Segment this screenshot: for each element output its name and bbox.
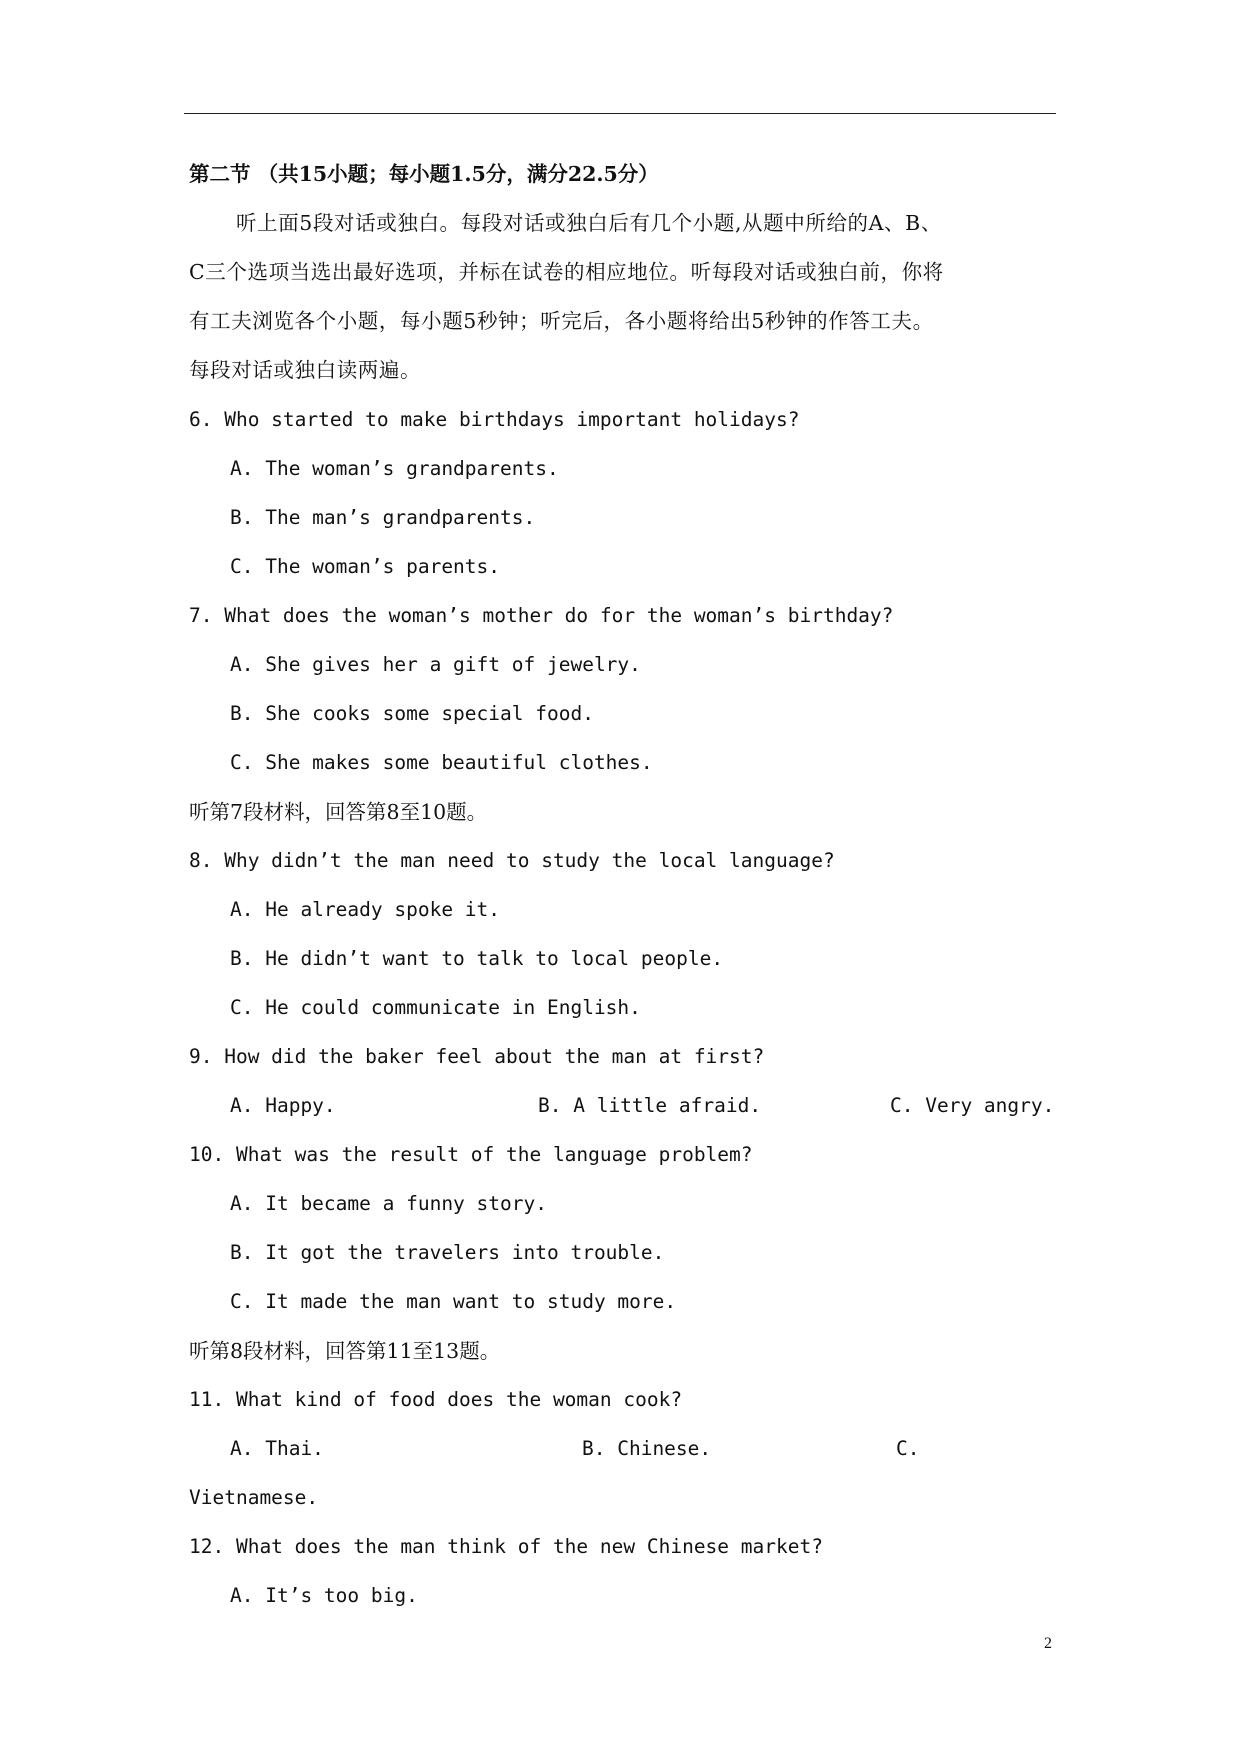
question-8-option-b: B. He didn’t want to talk to local people. xyxy=(230,947,724,970)
header-rule xyxy=(184,113,1056,114)
question-7-option-c: C. She makes some beautiful clothes. xyxy=(230,751,653,774)
question-9-option-a: A. Happy. xyxy=(230,1094,336,1117)
question-9-option-c: C. Very angry. xyxy=(890,1094,1055,1117)
question-9-stem: 9. How did the baker feel about the man at first? xyxy=(189,1045,765,1068)
question-11-option-b: B. Chinese. xyxy=(582,1437,712,1460)
question-8-option-a: A. He already spoke it. xyxy=(230,898,501,921)
question-10-stem: 10. What was the result of the language problem? xyxy=(189,1143,753,1166)
listening-note-7: 听第7段材料，回答第8至10题。 xyxy=(189,800,488,824)
question-11-option-a: A. Thai. xyxy=(230,1437,324,1460)
question-7-option-b: B. She cooks some special food. xyxy=(230,702,594,725)
instruction-line-4: 每段对话或独白读两遍。 xyxy=(189,358,422,382)
question-6-option-a: A. The woman’s grandparents. xyxy=(230,457,559,480)
question-6-option-c: C. The woman’s parents. xyxy=(230,555,501,578)
instruction-line-1: 听上面5段对话或独白。每段对话或独白后有几个小题,从题中所给的A、B、 xyxy=(236,211,942,235)
question-8-stem: 8. Why didn’t the man need to study the local language? xyxy=(189,849,835,872)
question-6-stem: 6. Who started to make birthdays important holidays? xyxy=(189,408,800,431)
page-number: 2 xyxy=(1044,1635,1052,1652)
question-9-option-b: B. A little afraid. xyxy=(538,1094,762,1117)
question-11-option-c-continued: Vietnamese. xyxy=(189,1486,319,1509)
question-10-option-b: B. It got the travelers into trouble. xyxy=(230,1241,665,1264)
question-7-stem: 7. What does the woman’s mother do for the woman’s birthday? xyxy=(189,604,894,627)
question-10-option-a: A. It became a funny story. xyxy=(230,1192,547,1215)
instruction-line-3: 有工夫浏览各个小题，每小题5秒钟；听完后，各小题将给出5秒钟的作答工夫。 xyxy=(189,309,934,333)
question-7-option-a: A. She gives her a gift of jewelry. xyxy=(230,653,641,676)
question-10-option-c: C. It made the man want to study more. xyxy=(230,1290,677,1313)
question-11-option-c: C. xyxy=(896,1437,920,1460)
instruction-line-2: C三个选项当选出最好选项，并标在试卷的相应地位。听每段对话或独白前，你将 xyxy=(189,260,944,284)
listening-note-8: 听第8段材料，回答第11至13题。 xyxy=(189,1339,501,1363)
question-11-stem: 11. What kind of food does the woman cook? xyxy=(189,1388,683,1411)
question-12-stem: 12. What does the man think of the new Chinese market? xyxy=(189,1535,823,1558)
question-12-option-a: A. It’s too big. xyxy=(230,1584,418,1607)
question-6-option-b: B. The man’s grandparents. xyxy=(230,506,536,529)
question-8-option-c: C. He could communicate in English. xyxy=(230,996,641,1019)
section-heading: 第二节 （共15小题；每小题1.5分，满分22.5分） xyxy=(189,162,659,186)
